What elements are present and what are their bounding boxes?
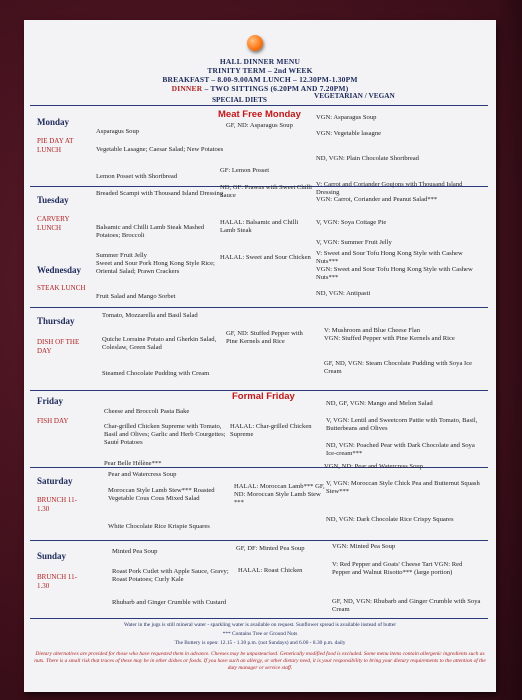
monday-main-1: Asparagus Soup [96,128,140,135]
sunday-sub: BRUNCH 11-1.30 [37,573,77,590]
divider [30,540,488,541]
col-vegetarian: VEGETARIAN / VEGAN [314,91,395,100]
footer-water-note: Water in the jugs is still mineral water - sparkling water is available on request. Sunflower spread is available instead of butter [123,622,396,628]
friday-veg-3: ND, VGN: Poached Pear with Dark Chocolate and Soya Ice-cream*** [326,442,475,457]
friday-main-1: Cheese and Broccoli Pasta Bake [104,408,190,415]
divider [30,105,488,106]
saturday-main-1: Pear and Watercress Soup [108,471,177,478]
saturday-sub: BRUNCH 11-1.30 [37,496,77,513]
sunday-special-2: HALAL: Roast Chicken [238,567,303,574]
sunday-veg-2: V: Red Pepper and Goats' Cheese Tart VGN: Red Pepper and Walnut Risotto*** (large portion) [332,561,463,576]
footer-nuts-note: *** Contains Tree or Ground Nuts [222,631,298,637]
thursday-main-2: Quiche Lorraine Potato and Gherkin Salad, Coleslaw, Green Salad [102,336,217,351]
menu-sheet [24,20,496,692]
footer-buttery-hours: The Buttery is open: 12.15 - 1.30 p.m. (not Sundays) and 6.00 - 8.30 p.m. daily [174,640,346,646]
sunday-veg-3: GF, ND, VGN: Rhubarb and Ginger Crumble with Soya Cream [332,598,481,613]
monday-special-2: GF: Lemon Posset [220,167,270,174]
sunday-main-1: Minted Pea Soup [112,548,158,555]
day-thursday: Thursday [37,316,75,326]
sunday-veg-1: VGN: Minted Pea Soup [332,543,396,550]
tuesday-special-1: ND, GF: Prawns with Sweet Chilli Sauce [220,184,312,199]
tuesday-veg-4: V, VGN: Summer Fruit Jelly [316,239,392,246]
wednesday-veg-3: ND, VGN: Antipasti [316,290,371,297]
saturday-veg-2: V, VGN: Moroccan Style Chick Pea and Butternut Squash Stew*** [326,480,480,495]
friday-sub: FISH DAY [37,417,69,425]
wednesday-veg-1: V: Sweet and Sour Tofu Hong Kong Style with Cashew Nuts*** [316,250,463,265]
wednesday-special-1: HALAL: Sweet and Sour Chicken [220,254,311,261]
monday-main-3: Lemon Posset with Shortbread [96,173,178,180]
divider [30,618,488,619]
saturday-veg-3: ND, VGN: Dark Chocolate Rice Crispy Squares [326,516,454,523]
monday-veg-3: ND, VGN: Plain Chocolate Shortbread [316,155,419,162]
meal-times: BREAKFAST – 8.00-9.00AM LUNCH – 12.30PM-1.30PM [162,75,358,84]
thursday-veg-3: GF, ND, VGN: Steam Chocolate Pudding with Soya Ice Cream [324,360,473,375]
saturday-special-1: HALAL: Moroccan Lamb*** GF, ND: Moroccan Style Lamb Stew *** [234,483,325,506]
wednesday-main-1: Sweet and Sour Pork Hong Kong Style Rice; Oriental Salad; Prawn Crackers [96,260,215,275]
sunday-main-2: Roast Pork Cutlet with Apple Sauce, Gravy; Roast Potatoes; Curly Kale [112,568,229,583]
thursday-veg-2: VGN: Stuffed Pepper with Pine Kernels and Rice [324,335,455,342]
saturday-veg-1: VGN, ND: Pear and Watercress Soup [324,463,423,470]
tuesday-veg-3: V, VGN: Soya Cottage Pie [316,219,387,226]
footer-allergy-notice: Dietary alternatives are provided for those who have requested them in advance. Cheeses may be unpasteurised. Genetically modified food is excluded. Some menu items contain allergenic ingredients such as nuts. There is a small risk that traces of these may be in other dishes or foods. If you have such an allergy, or other dietary need, it is your responsibility to bring your dietary requirements to the attention of the duty manager or service staff. [34,651,486,671]
wednesday-main-2: Fruit Salad and Mango Sorbet [96,293,176,300]
thursday-main-3: Steamed Chocolate Pudding with Cream [102,370,210,377]
sunday-special-1: GF, DF: Minted Pea Soup [236,545,305,552]
monday-veg-2: VGN: Vegetable lasagne [316,130,382,137]
wednesday-sub: STEAK LUNCH [37,284,86,292]
tuesday-sub: CARVERY LUNCH [37,215,70,232]
edge-shadow [496,0,522,700]
sunday-main-3: Rhubarb and Ginger Crumble with Custard [112,599,227,606]
day-monday: Monday [37,117,70,127]
day-saturday: Saturday [37,476,73,486]
tuesday-veg-2: VGN: Carrot, Coriander and Peanut Salad*** [316,196,438,203]
dinner-label: DINNER [171,84,203,93]
monday-sub: PIE DAY AT LUNCH [37,137,74,154]
friday-special-1: HALAL: Char-grilled Chicken Supreme [230,423,312,438]
col-special-diets: SPECIAL DIETS [212,95,267,104]
thursday-veg-1: V: Mushroom and Blue Cheese Flan [324,327,421,334]
monday-feature: Meat Free Monday [218,109,301,120]
tuesday-main-1: Breaded Scampi with Thousand Island Dressing [96,190,224,197]
thursday-special-1: GF, ND: Stuffed Pepper with Pine Kernels and Rice [226,330,303,345]
push-pin-icon [247,35,263,51]
day-sunday: Sunday [37,551,67,561]
monday-main-2: Vegetable Lasagne; Caesar Salad; New Potatoes [96,146,224,153]
friday-veg-1: ND, GF, VGN: Mango and Melon Salad [326,400,433,407]
thursday-sub: DISH OF THE DAY [37,338,80,355]
term-line: TRINITY TERM – 2nd WEEK [207,66,313,75]
tuesday-special-2: HALAL: Balsamic and Chilli Lamb Steak [220,219,299,234]
thursday-main-1: Tomato, Mozzarella and Basil Salad [102,312,198,319]
day-tuesday: Tuesday [37,195,69,205]
dinner-times [24,84,496,93]
tuesday-main-3: Summer Fruit Jelly [96,252,147,259]
wednesday-veg-2: VGN: Sweet and Sour Tofu Hong Kong Style with Cashew Nuts*** [316,266,473,281]
tuesday-main-2: Balsamic and Chilli Lamb Steak Mashed Potatoes; Broccoli [96,224,205,239]
friday-feature: Formal Friday [232,391,295,402]
monday-veg-1: VGN: Asparagus Soup [316,114,377,121]
friday-veg-2: V, VGN: Lentil and Sweetcorn Pattie with Tomato, Basil, Butterbeans and Olives [326,417,478,432]
friday-main-3: Pear Belle Hélène*** [104,460,162,467]
tuesday-veg-1: V: Carrot and Coriander Goujons with Thousand Island Dressing [316,181,463,196]
menu-title: HALL DINNER MENU [219,57,301,66]
day-friday: Friday [37,396,63,406]
monday-special-1: GF, ND: Asparagus Soup [226,122,293,129]
divider [30,307,488,308]
day-wednesday: Wednesday [37,265,82,275]
dinner-sittings: – TWO SITTINGS (6.20PM AND 7.20PM) [202,84,349,93]
friday-main-2: Char-grilled Chicken Supreme with Tomato, Basil and Olives; Garlic and Herb Courgettes; Sauté Potatoes [104,423,226,446]
saturday-main-2: Moroccan Style Lamb Stew*** Roasted Vegetable Cous Cous Mixed Salad [108,487,215,502]
saturday-main-3: White Chocolate Rice Krispie Squares [108,523,210,530]
